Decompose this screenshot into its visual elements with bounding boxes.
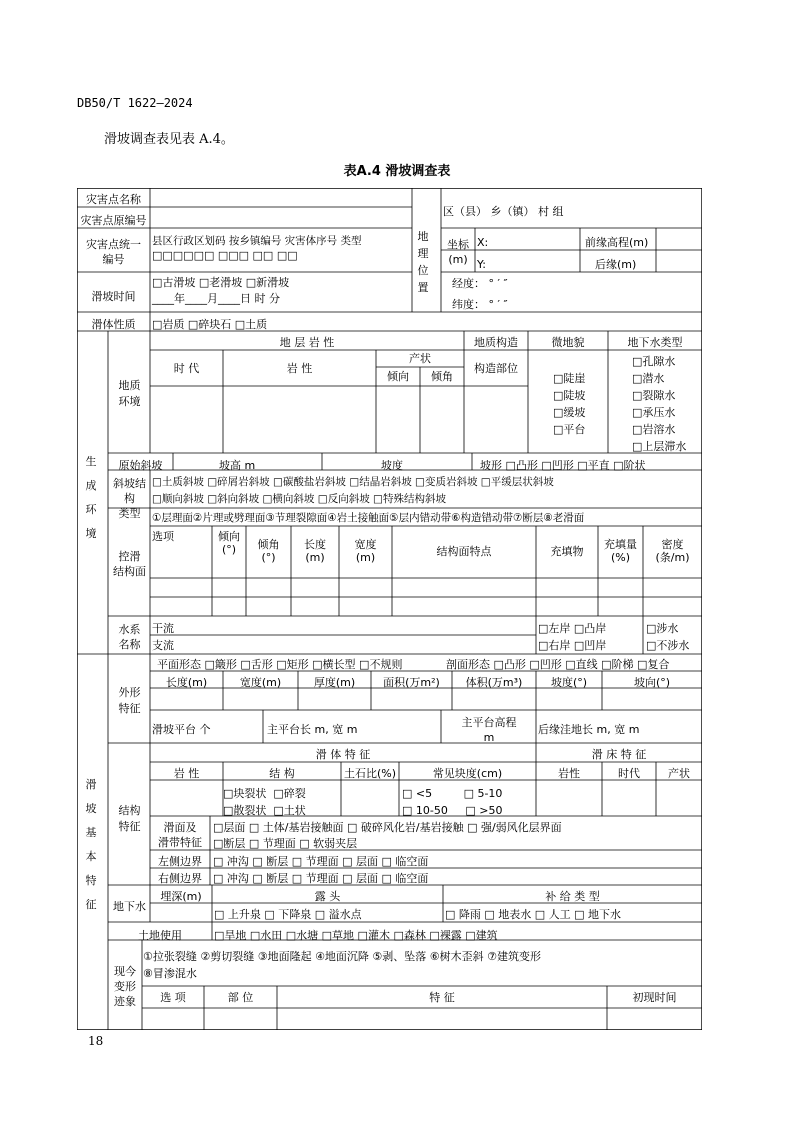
body-col-lithology: 岩 性 xyxy=(173,767,200,780)
material-options[interactable]: □岩质 □碎块石 □土质 xyxy=(152,318,268,331)
right-boundary-options[interactable]: □ 冲沟 □ 断层 □ 节理面 □ 层面 □ 临空面 xyxy=(213,872,429,885)
table-caption: 表A.4 滑坡调查表 xyxy=(343,164,451,179)
landslide-date: ____年____月____日 时 分 xyxy=(152,292,280,305)
slope-shape-options[interactable]: 坡形 □凸形 □凹形 □平直 □阶状 xyxy=(480,459,646,472)
structure-header: 地质构造 xyxy=(474,336,518,349)
landslide-survey-table xyxy=(77,188,702,1030)
control-col-density: 密度 (条/m) xyxy=(655,538,690,564)
env-section-label: 生成环境 xyxy=(85,455,97,540)
slide-bed-header: 滑 床 特 征 xyxy=(591,748,647,761)
deform-col-option: 选 项 xyxy=(160,991,186,1004)
left-boundary-options[interactable]: □ 冲沟 □ 断层 □ 节理面 □ 层面 □ 临空面 xyxy=(213,855,429,868)
dim-aspect: 坡向(°) xyxy=(633,676,671,689)
water-wading-1[interactable]: □涉水 xyxy=(646,622,679,635)
document-code: DB50/T 1622—2024 xyxy=(77,96,193,110)
slope-structure-label: 斜坡结构 类型 xyxy=(113,477,146,520)
groundwater-label: 地下水 xyxy=(113,900,146,913)
control-col-dip-angle: 倾角 (°) xyxy=(257,538,280,564)
era-header: 时 代 xyxy=(173,362,200,375)
slip-zone-options-2[interactable]: □断层 □ 节理面 □ 软弱夹层 xyxy=(213,837,358,850)
recharge-options[interactable]: □ 降雨 □ 地表水 □ 人工 □ 地下水 xyxy=(445,908,622,921)
bed-col-attitude: 产状 xyxy=(668,767,690,780)
main-platform-size: 主平台长 m, 宽 m xyxy=(267,723,358,736)
orig-id-label: 灾害点原编号 xyxy=(80,214,147,227)
dim-width: 宽度(m) xyxy=(239,676,282,689)
block-size-options[interactable]: □ <5 □ 5-10 □ 10-50 □ >50 xyxy=(402,787,503,817)
structure-options[interactable]: □块裂状 □碎裂 □散裂状 □土状 xyxy=(223,787,306,817)
main-platform-elevation: 主平台高程 m xyxy=(461,716,517,744)
bed-col-era: 时代 xyxy=(618,767,640,780)
coord-label: 坐标 (m) xyxy=(447,238,469,266)
control-col-width: 宽度 (m) xyxy=(354,538,377,564)
control-col-fill-amount: 充填量 (%) xyxy=(604,538,637,564)
bank-options-2[interactable]: □右岸 □凹岸 xyxy=(538,639,607,652)
water-wading-2[interactable]: □不涉水 xyxy=(646,639,690,652)
location-admin: 区（县） 乡（镇） 村 组 xyxy=(443,205,564,218)
water-system-label: 水系 名称 xyxy=(118,623,141,651)
strata-header: 地 层 岩 性 xyxy=(279,336,335,349)
gw-option-5[interactable]: □岩溶水 xyxy=(632,423,676,436)
body-col-structure: 结 构 xyxy=(269,767,295,780)
gw-option-6[interactable]: □上层滞水 xyxy=(632,440,687,453)
groundwater-type-header: 地下水类型 xyxy=(627,336,683,349)
deform-col-feature: 特 征 xyxy=(429,991,455,1004)
control-surface-label: 控滑 结构面 xyxy=(113,550,146,578)
bank-options-1[interactable]: □左岸 □凸岸 xyxy=(538,622,607,635)
deform-col-first-seen: 初现时间 xyxy=(632,991,677,1004)
unified-id-columns: 县区行政区划码 按乡镇编号 灾害体序号 类型 xyxy=(152,235,362,247)
dip-angle-header: 倾角 xyxy=(431,370,453,383)
gw-option-4[interactable]: □承压水 xyxy=(632,406,676,419)
unified-id-label: 灾害点统一 编号 xyxy=(86,238,141,266)
deformation-types-1: ①拉张裂缝 ②剪切裂缝 ③地面隆起 ④地面沉降 ⑤剥、坠落 ⑥树木歪斜 ⑦建筑变形 xyxy=(143,950,542,963)
name-label: 灾害点名称 xyxy=(86,193,141,206)
slip-zone-label: 滑面及 滑带特征 xyxy=(158,821,202,849)
dim-area: 面积(万m²) xyxy=(383,676,440,689)
control-col-feature: 结构面特点 xyxy=(436,545,492,558)
main-stream-label: 干流 xyxy=(152,622,174,635)
location-label: 地理位置 xyxy=(417,230,429,294)
micro-landform-header: 微地貌 xyxy=(551,336,585,349)
landslide-age-options[interactable]: □古滑坡 □老滑坡 □新滑坡 xyxy=(152,276,290,289)
control-col-dip-direction: 倾向 (°) xyxy=(218,530,240,556)
control-col-filling: 充填物 xyxy=(550,545,584,558)
profile-shape-options[interactable]: 剖面形态 □凸形 □凹形 □直线 □阶梯 □复合 xyxy=(446,658,670,671)
front-elevation-label: 前缘高程(m) xyxy=(585,236,649,249)
gw-option-1[interactable]: □孔隙水 xyxy=(632,355,676,368)
land-use-label: 土地使用 xyxy=(138,929,182,942)
feature-section-label: 滑坡基本特征 xyxy=(85,778,97,911)
gw-option-3[interactable]: □裂隙水 xyxy=(632,389,676,402)
longitude: 经度： ° ′ ″ xyxy=(452,277,508,290)
recharge-header: 补 给 类 型 xyxy=(545,890,600,903)
dim-volume: 体积(万m³) xyxy=(465,676,523,689)
deformation-label: 现今 变形 迹象 xyxy=(114,965,136,1008)
micro-option-2[interactable]: □陡坡 xyxy=(553,389,586,402)
left-boundary-label: 左侧边界 xyxy=(158,855,202,868)
unified-id-boxes: □□□□□□ □□□ □□ □□ xyxy=(152,249,298,262)
time-label: 滑坡时间 xyxy=(91,290,136,303)
coord-x: X: xyxy=(477,236,489,249)
slope-degree: 坡度 xyxy=(381,459,403,472)
slide-body-header: 滑 体 特 征 xyxy=(315,748,371,761)
body-col-block-size: 常见块度(cm) xyxy=(432,767,503,780)
slope-height: 坡高 m xyxy=(219,459,256,472)
control-col-option: 选项 xyxy=(152,530,174,543)
latitude: 纬度： ° ′ ″ xyxy=(452,298,508,311)
slope-structure-row-1[interactable]: □土质斜坡 □碎屑岩斜坡 □碳酸盐岩斜坡 □结晶岩斜坡 □变质岩斜坡 □平缓层状斜坡 xyxy=(152,476,554,488)
micro-option-4[interactable]: □平台 xyxy=(553,423,586,436)
deform-col-position: 部 位 xyxy=(227,991,254,1004)
dim-thickness: 厚度(m) xyxy=(313,676,356,689)
coord-y: Y: xyxy=(477,258,486,271)
rear-elevation-label: 后缘(m) xyxy=(595,258,637,271)
slip-zone-options-1[interactable]: □层面 □ 土体/基岩接触面 □ 破碎风化岩/基岩接触 □ 强/弱风化层界面 xyxy=(213,821,562,834)
dim-length: 长度(m) xyxy=(165,676,208,689)
page-number: 18 xyxy=(88,1034,104,1048)
shape-feature-label: 外形 特征 xyxy=(118,686,141,715)
right-boundary-label: 右侧边界 xyxy=(158,872,202,885)
table-grid xyxy=(77,188,702,1030)
lithology-header: 岩 性 xyxy=(286,362,313,375)
structure-position: 构造部位 xyxy=(474,362,518,375)
control-col-length: 长度 (m) xyxy=(304,538,326,564)
intro-paragraph: 滑坡调查表见表 A.4。 xyxy=(104,132,234,147)
gw-option-2[interactable]: □潜水 xyxy=(632,372,665,385)
plan-shape-options[interactable]: 平面形态 □簸形 □舌形 □矩形 □横长型 □不规则 xyxy=(157,658,403,671)
bed-col-lithology: 岩性 xyxy=(558,767,580,780)
rear-depression-size: 后缘洼地长 m, 宽 m xyxy=(538,723,640,736)
depth-label: 埋深(m) xyxy=(160,890,202,903)
land-use-options[interactable]: □旱地 □水田 □水塘 □草地 □灌木 □森林 □裸露 □建筑 xyxy=(214,929,498,942)
body-col-soil-rock-ratio: 土石比(%) xyxy=(343,767,397,780)
branch-stream-label: 支流 xyxy=(152,639,174,652)
deformation-types-2: ⑧冒渗混水 xyxy=(143,967,197,980)
micro-option-3[interactable]: □缓坡 xyxy=(553,406,586,419)
original-slope-label: 原始斜坡 xyxy=(118,459,163,472)
structure-feature-label: 结构 特征 xyxy=(118,804,141,833)
outcrop-header: 露 头 xyxy=(314,890,341,903)
control-surface-types: ①层理面②片理或劈理面③节理裂隙面④岩土接触面⑤层内错动带⑥构造错动带⑦断层⑧老滑面 xyxy=(152,512,585,524)
attitude-header: 产状 xyxy=(409,352,431,365)
slope-structure-row-2[interactable]: □顺向斜坡 □斜向斜坡 □横向斜坡 □反向斜坡 □特殊结构斜坡 xyxy=(152,493,446,505)
material-label: 滑体性质 xyxy=(91,318,136,331)
platform-count: 滑坡平台 个 xyxy=(152,723,211,736)
dip-direction-header: 倾向 xyxy=(387,370,409,383)
micro-option-1[interactable]: □陡崖 xyxy=(553,372,586,385)
outcrop-options[interactable]: □ 上升泉 □ 下降泉 □ 溢水点 xyxy=(214,908,362,921)
geo-env-label: 地质 环境 xyxy=(118,379,141,408)
dim-slope: 坡度(°) xyxy=(550,676,588,689)
